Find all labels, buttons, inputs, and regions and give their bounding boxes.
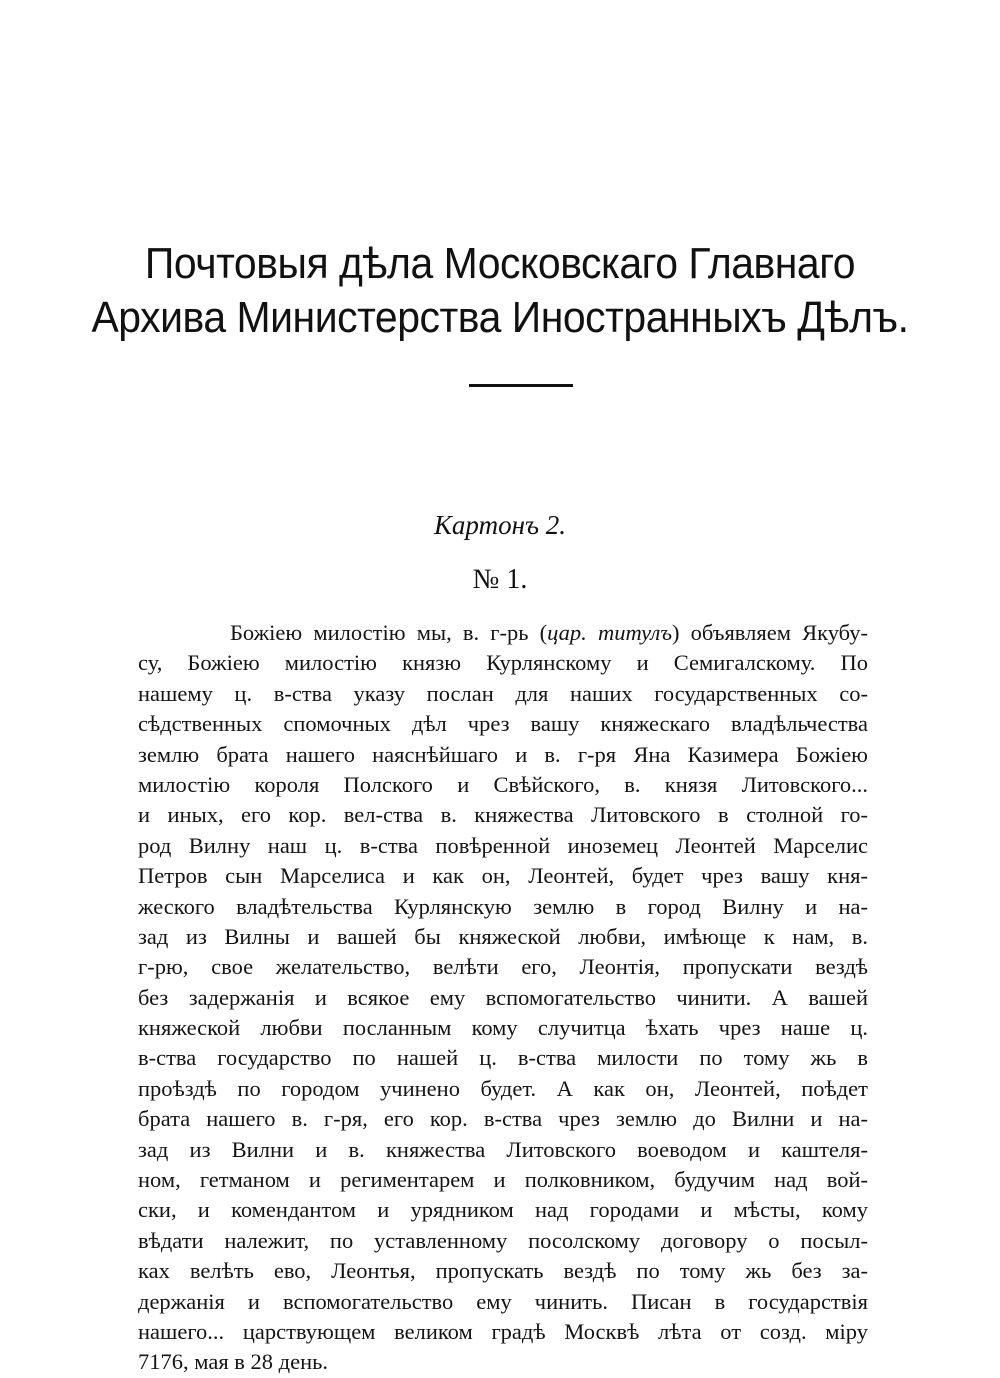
body-line: г-рю, свое желательство, велѣти его, Леонтiя, пропускати вездѣ: [138, 954, 868, 980]
body-line: и иных, его кор. вел-ства в. княжества Литовского в столной го-: [138, 802, 868, 828]
document-number: № 1.: [472, 564, 528, 595]
body-line: милостiю короля Полского и Свѣйского, в. князя Литовского...: [138, 771, 868, 797]
body-line: 7176, мая в 28 день.: [138, 1349, 329, 1375]
body-line: в-ства государство по нашей ц. в-ства милости по тому жь в: [138, 1045, 868, 1071]
body-line: вѣдати належит, по уставленному посолскому договору о посыл-: [138, 1227, 868, 1253]
page-title-line-2: Архива Министерства Иностранныхъ Дѣлъ.: [91, 293, 909, 342]
body-line: без задержанiя и всякое ему вспомогательство чинити. А вашей: [138, 984, 868, 1010]
body-line: проѣздѣ по городом учинено будет. А как он, Леонтей, поѣдет: [138, 1075, 868, 1101]
body-line: княжеской любви посланным кому случитца ѣхать чрез наше ц.: [138, 1015, 868, 1041]
body-line-start: Божiею милостiю мы, в. г-рь (: [230, 620, 548, 645]
body-line: зад из Вилни и в. княжества Литовского воеводом и каштеля-: [138, 1136, 868, 1162]
body-line: брата нашего в. г-ря, его кор. в-ства чрез землю до Вилни и на-: [138, 1106, 868, 1132]
body-line: ках велѣть ево, Леонтья, пропускать вездѣ по тому жь без за-: [138, 1258, 868, 1284]
body-line: землю брата нашего наяснѣйшаго и в. г-ря Яна Казимера Божiею: [138, 741, 868, 767]
body-line: сѣдственных спомочных дѣл чрез вашу княжескаго владѣльчества: [138, 711, 868, 737]
body-line: род Вилну наш ц. в-ства повѣренной иноземец Леонтей Марселис: [138, 832, 868, 858]
body-line: су, Божiею милостiю князю Курлянскому и Семигалскому. По: [138, 650, 868, 676]
body-line: Петров сын Марселиса и как он, Леонтей, будет чрез вашу кня-: [138, 863, 868, 889]
title-divider: [469, 384, 573, 387]
body-line: держанiя и вспомогательство ему чинить. Писан в государствiя: [138, 1288, 868, 1314]
body-line: зад из Вилны и вашей бы княжеской любви, имѣюще к нам, в.: [138, 923, 868, 949]
body-line: ном, гетманом и региментарем и полковником, будучим над вой-: [138, 1167, 868, 1193]
body-text: [138, 618, 868, 1378]
body-line: ски, и комендантом и урядником над городами и мѣсты, кому: [138, 1197, 868, 1223]
body-line-end: ) объявляем Якубу-: [672, 620, 868, 645]
body-line: жеского владѣтельства Курлянскую землю в город Вилну и на-: [138, 893, 868, 919]
page-title-line-1: Почтовыя дѣла Московскаго Главнаго: [144, 239, 856, 288]
body-line: [138, 618, 868, 648]
body-line: нашего... царствующем великом градѣ Москвѣ лѣта от созд. мiру: [138, 1318, 868, 1344]
tsar-title-italic: цар. титулъ: [547, 620, 673, 645]
carton-heading: Картонъ 2.: [434, 510, 566, 540]
body-line: нашему ц. в-ства указу послан для наших государственных со-: [138, 680, 868, 706]
